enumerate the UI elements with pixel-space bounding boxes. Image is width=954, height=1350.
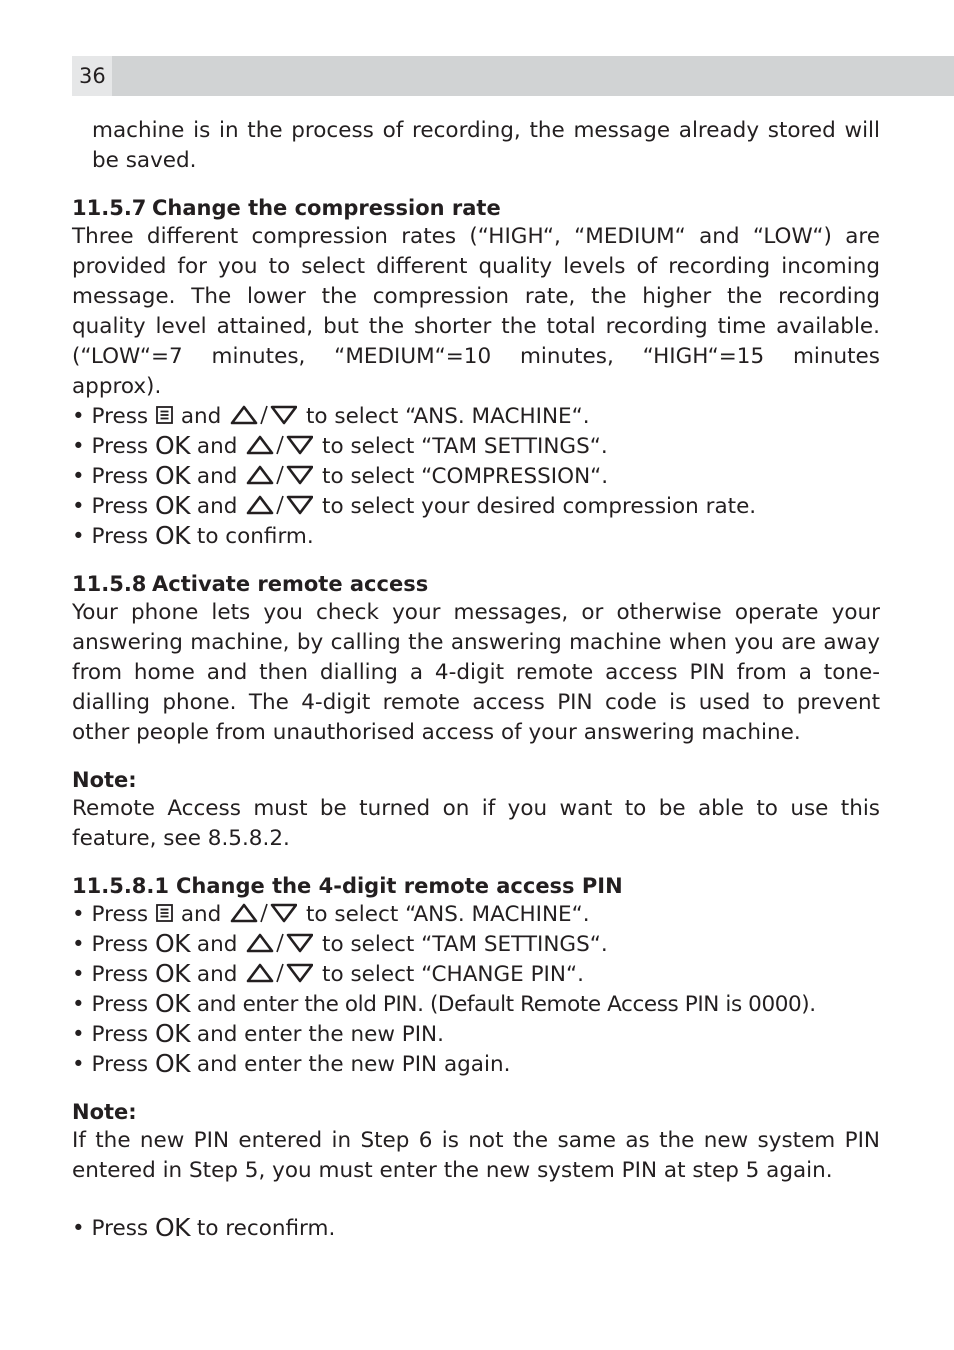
step-text: to confirm. (196, 524, 314, 549)
list-item (72, 492, 880, 522)
press-label: Press (91, 1052, 149, 1077)
section-number: 11.5.8 (72, 572, 147, 596)
list-item (72, 930, 880, 960)
and-label: and (196, 434, 238, 459)
press-label: Press (91, 902, 149, 927)
compression-line-1: Three different compression rates (“HIGH“, “MEDIUM“ and “LOW“) are (72, 224, 880, 249)
bullet: • (72, 464, 85, 489)
section-title: Activate remote access (152, 572, 429, 596)
list-item (72, 462, 880, 492)
press-label: Press (91, 962, 149, 987)
ok-key-icon: OK (154, 1049, 191, 1078)
up-down-arrows-icon (246, 933, 313, 953)
bullet: • (72, 902, 85, 927)
ok-key-icon: OK (154, 1213, 191, 1242)
remote-access-paragraph: Your phone lets you check your messages, or otherwise operate your answering machine, by calling the answering machine when you are away from home and then dialling a 4-digit remote access PIN from a tone-dialling phone. The 4-digit remote access PIN code is used to prevent other people from unauthorised access of your answering machine. (72, 600, 880, 745)
menu-key-icon (156, 904, 173, 922)
press-label: Press (91, 524, 149, 549)
bullet: • (72, 494, 85, 519)
header-bar (72, 56, 954, 96)
step-text: and enter the new PIN. (196, 1022, 444, 1047)
section-heading-remote-access (72, 570, 880, 598)
press-label: Press (91, 434, 149, 459)
press-label: Press (91, 404, 149, 429)
list-item (72, 522, 880, 552)
press-label: Press (91, 1216, 149, 1241)
ok-key-icon: OK (154, 491, 191, 520)
step-text: to select “ANS. MACHINE“. (305, 404, 590, 429)
list-item (72, 1050, 880, 1080)
note-label: Note: (72, 768, 137, 792)
bullet: • (72, 932, 85, 957)
step-text: and enter the new PIN again. (196, 1052, 511, 1077)
ok-key-icon: OK (154, 461, 191, 490)
step-text: to reconfirm. (196, 1216, 336, 1241)
step-text: to select “ANS. MACHINE“. (305, 902, 590, 927)
ok-key-icon: OK (154, 959, 191, 988)
and-label: and (180, 404, 222, 429)
ok-key-icon: OK (154, 521, 191, 550)
press-label: Press (91, 992, 149, 1017)
up-down-arrows-icon (246, 495, 313, 515)
list-item (72, 1214, 880, 1244)
section-number: 11.5.8.1 (72, 874, 169, 898)
page-number: 36 (79, 64, 106, 88)
bullet: • (72, 524, 85, 549)
up-down-arrows-icon (246, 465, 313, 485)
press-label: Press (91, 464, 149, 489)
press-label: Press (91, 1022, 149, 1047)
section-title: Change the 4-digit remote access PIN (176, 874, 623, 898)
up-down-arrows-icon (246, 963, 313, 983)
bullet: • (72, 1052, 85, 1077)
and-label: and (196, 494, 238, 519)
note-label: Note: (72, 1100, 137, 1124)
ok-key-icon: OK (154, 1019, 191, 1048)
step-text: to select “TAM SETTINGS“. (322, 434, 608, 459)
section-heading-compression (72, 194, 880, 222)
section-title: Change the compression rate (152, 196, 501, 220)
ok-key-icon: OK (154, 989, 191, 1018)
bullet: • (72, 1216, 85, 1241)
and-label: and (180, 902, 222, 927)
bullet: • (72, 992, 85, 1017)
compression-line-2: provided for you to select different quality levels of recording incoming (72, 254, 880, 279)
compression-line-6: approx). (72, 374, 162, 399)
section-heading-change-pin (72, 872, 880, 900)
list-item (72, 402, 880, 432)
list-item (72, 990, 880, 1020)
and-label: and (196, 932, 238, 957)
page-content (72, 116, 880, 1244)
ok-key-icon: OK (154, 431, 191, 460)
and-label: and (196, 464, 238, 489)
and-label: and (196, 962, 238, 987)
step-text: to select your desired compression rate. (322, 494, 757, 519)
note-text: If the new PIN entered in Step 6 is not the same as the new system PIN entered in Step 5, you must enter the new system PIN at step 5 again. (72, 1128, 880, 1183)
compression-line-4: quality level attained, but the shorter the total recording time available. (72, 314, 880, 339)
note-text: Remote Access must be turned on if you want to be able to use this feature, see 8.5.8.2. (72, 796, 880, 851)
step-text: and enter the old PIN. (Default Remote Access PIN is 0000). (196, 992, 816, 1017)
section-number: 11.5.7 (72, 196, 147, 220)
bullet: • (72, 434, 85, 459)
bullet: • (72, 962, 85, 987)
menu-key-icon (156, 406, 173, 424)
step-text: to select “COMPRESSION“. (322, 464, 609, 489)
list-item (72, 900, 880, 930)
press-label: Press (91, 932, 149, 957)
up-down-arrows-icon (246, 435, 313, 455)
list-item (72, 960, 880, 990)
press-label: Press (91, 494, 149, 519)
list-item (72, 1020, 880, 1050)
list-item (72, 432, 880, 462)
bullet: • (72, 404, 85, 429)
up-down-arrows-icon (230, 405, 297, 425)
step-text: to select “CHANGE PIN“. (322, 962, 584, 987)
compression-line-5: (“LOW“=7 minutes, “MEDIUM“=10 minutes, “HIGH“=15 minutes (72, 344, 880, 369)
intro-paragraph: machine is in the process of recording, the message already stored will be saved. (92, 118, 880, 173)
bullet: • (72, 1022, 85, 1047)
step-text: to select “TAM SETTINGS“. (322, 932, 608, 957)
compression-line-3: message. The lower the compression rate, the higher the recording (72, 284, 880, 309)
up-down-arrows-icon (230, 903, 297, 923)
ok-key-icon: OK (154, 929, 191, 958)
